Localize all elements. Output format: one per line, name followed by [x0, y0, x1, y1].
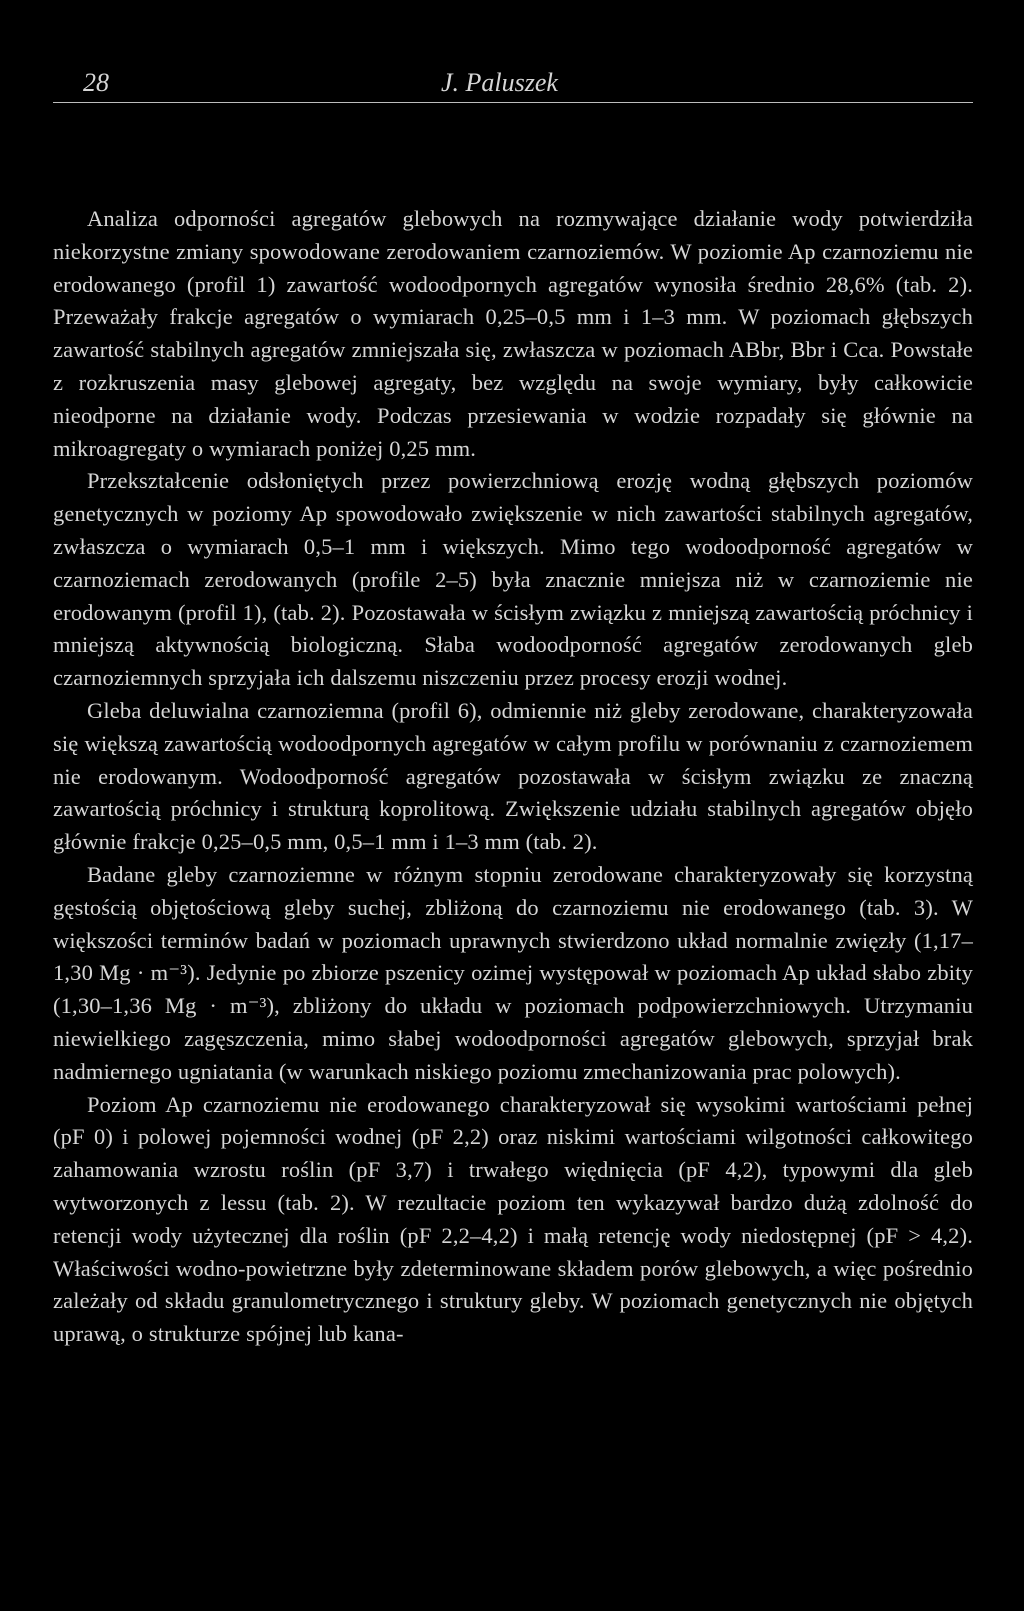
paragraph: Badane gleby czarnoziemne w różnym stopniu zerodowane charakteryzowały się korzystną gęstością objętościową gleby suchej, zbliżoną do czarnoziemu nie erodowanego (tab. 3). W większości terminów badań w poziomach uprawnych stwierdzono układ normalnie zwięzły (1,17–1,30 Mg · m⁻³). Jedynie po zbiorze pszenicy ozimej występował w poziomach Ap układ słabo zbity (1,30–1,36 Mg · m⁻³), zbliżony do układu w poziomach podpowierzchniowych. Utrzymaniu niewielkiego zagęszczenia, mimo słabej wodoodporności agregatów glebowych, sprzyjał brak nadmiernego ugniatania (w warunkach niskiego poziomu zmechanizowania prac polowych). [53, 861, 973, 1084]
page-header [53, 62, 973, 103]
paragraph: Gleba deluwialna czarnoziemna (profil 6), odmiennie niż gleby zerodowane, charakteryzowała się większą zawartością wodoodpornych agregatów w całym profilu w porównaniu z czarnoziemem nie erodowanym. Wodoodporność agregatów pozostawała w ścisłym związku ze znaczną zawartością próchnicy i strukturą koprolitową. Zwiększenie udziału stabilnych agregatów objęło głównie frakcje 0,25–0,5 mm, 0,5–1 mm i 1–3 mm (tab. 2). [53, 697, 973, 855]
paragraph: Analiza odporności agregatów glebowych na rozmywające działanie wody potwierdziła niekorzystne zmiany spowodowane zerodowaniem czarnoziemów. W poziomie Ap czarnoziemu nie erodowanego (profil 1) zawartość wodoodpornych agregatów wynosiła średnio 28,6% (tab. 2). Przeważały frakcje agregatów o wymiarach 0,25–0,5 mm i 1–3 mm. W poziomach głębszych zawartość stabilnych agregatów zmniejszała się, zwłaszcza w poziomach ABbr, Bbr i Cca. Powstałe z rozkruszenia masy glebowej agregaty, bez względu na swoje wymiary, były całkowicie nieodporne na działanie wody. Podczas przesiewania w wodzie rozpadały się głównie na mikroagregaty o wymiarach poniżej 0,25 mm. [53, 206, 973, 461]
body-text [53, 203, 973, 1351]
page-number: 28 [83, 68, 109, 97]
running-head: J. Paluszek [441, 68, 558, 97]
paragraph: Przekształcenie odsłoniętych przez powierzchniową erozję wodną głębszych poziomów genetycznych w poziomy Ap spowodowało zwiększenie w nich zawartości stabilnych agregatów, zwłaszcza o wymiarach 0,5–1 mm i większych. Mimo tego wodoodporność agregatów w czarnoziemach zerodowanych (profile 2–5) była znacznie mniejsza niż w czarnoziemie nie erodowanym (profil 1), (tab. 2). Pozostawała w ścisłym związku z mniejszą zawartością próchnicy i mniejszą aktywnością biologiczną. Słaba wodoodporność agregatów zerodowanych gleb czarnoziemnych sprzyjała ich dalszemu niszczeniu przez procesy erozji wodnej. [53, 468, 973, 691]
paragraph: Poziom Ap czarnoziemu nie erodowanego charakteryzował się wysokimi wartościami pełnej (pF 0) i polowej pojemności wodnej (pF 2,2) oraz niskimi wartościami wilgotności całkowitego zahamowania wzrostu roślin (pF 3,7) i trwałego więdnięcia (pF 4,2), typowymi dla gleb wytworzonych z lessu (tab. 2). W rezultacie poziom ten wykazywał bardzo dużą zdolność do retencji wody użytecznej dla roślin (pF 2,2–4,2) i małą retencję wody niedostępnej (pF > 4,2). Właściwości wodno-powietrzne były zdeterminowane składem porów glebowych, a więc pośrednio zależały od składu granulometrycznego i struktury gleby. W poziomach genetycznych nie objętych uprawą, o strukturze spójnej lub kana- [53, 1091, 973, 1347]
